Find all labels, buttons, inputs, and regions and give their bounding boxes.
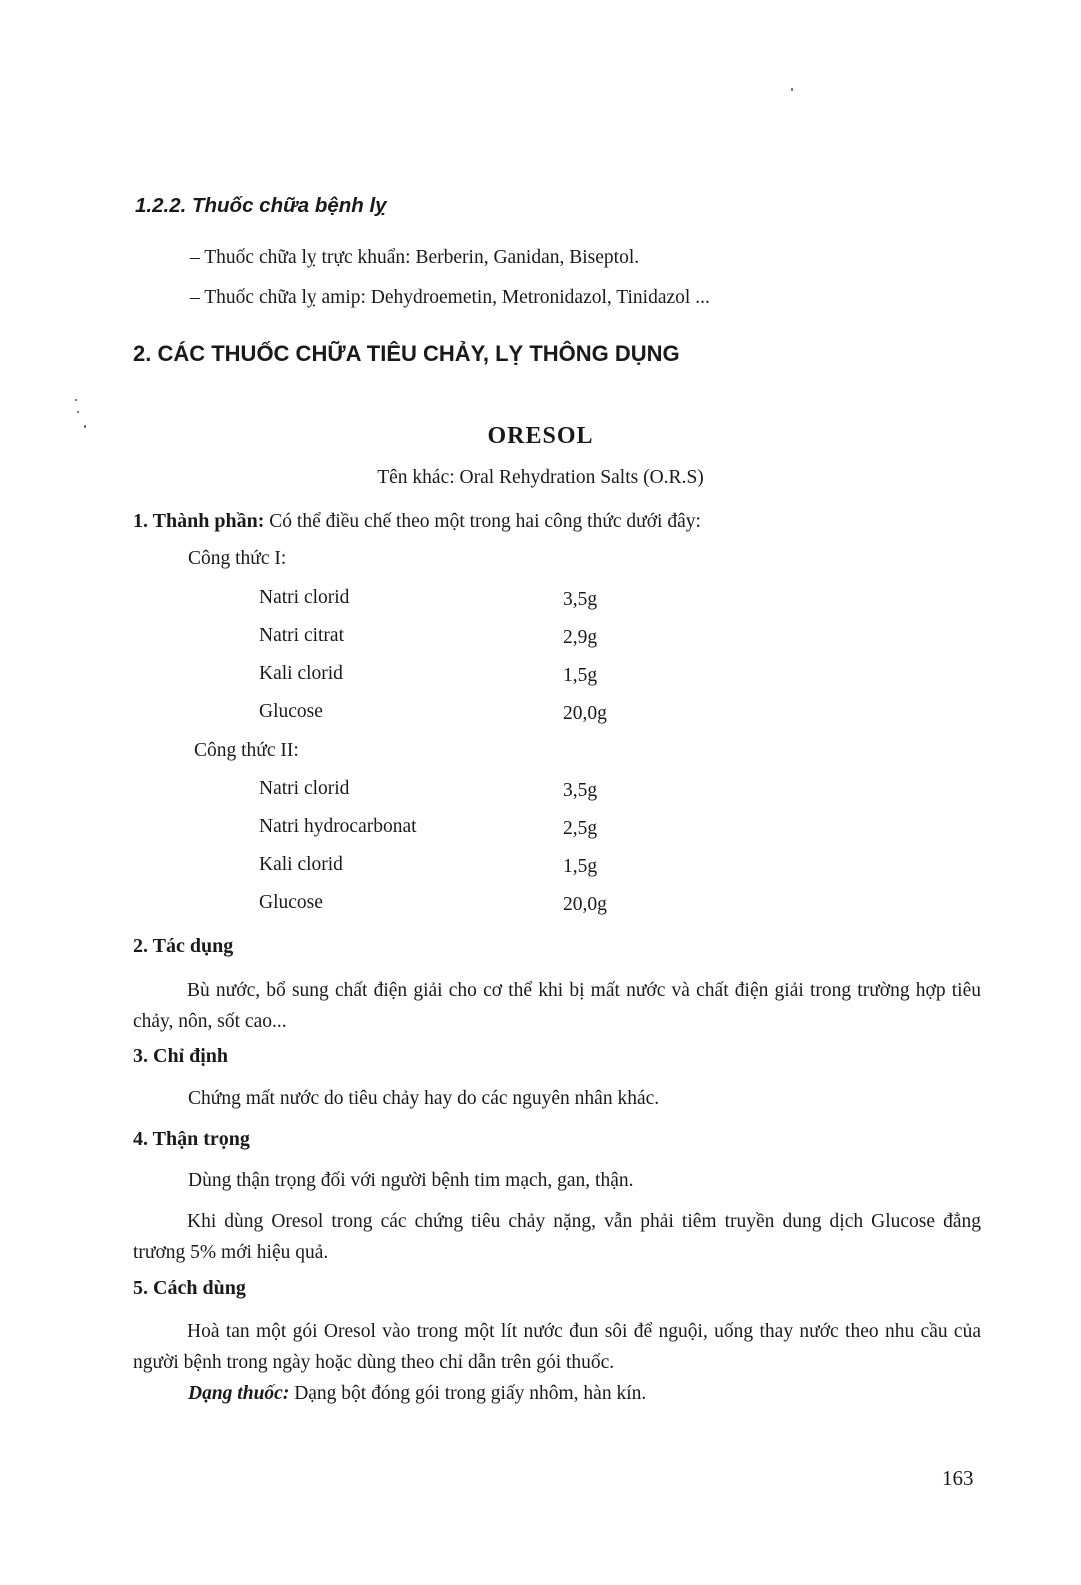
dosage-form-label: Dạng thuốc: (188, 1383, 290, 1404)
ingredient-name: Natri hydrocarbonat (259, 816, 417, 837)
indication-heading: 3. Chỉ định (133, 1045, 229, 1067)
dosage-form-text: Dạng bột đóng gói trong giấy nhôm, hàn kín. (289, 1383, 647, 1404)
section-title: 2. CÁC THUỐC CHỮA TIÊU CHẢY, LỴ THÔNG DỤNG (133, 341, 680, 366)
ingredient-name: Natri citrat (259, 625, 344, 646)
ingredient-amount: 2,5g (563, 818, 598, 839)
formula-label: Công thức II: (194, 740, 299, 761)
indication-text: Chứng mất nước do tiêu chảy hay do các nguyên nhân khác. (188, 1088, 660, 1109)
composition-intro: Có thể điều chế theo một trong hai công thức dưới đây: (264, 511, 701, 532)
ingredient-name: Kali clorid (259, 854, 343, 875)
scan-speck (791, 88, 793, 91)
ingredient-amount: 2,9g (563, 627, 598, 648)
composition-line (133, 510, 701, 533)
ingredient-amount: 1,5g (563, 665, 598, 686)
list-item: – Thuốc chữa lỵ amip: Dehydroemetin, Metronidazol, Tinidazol ... (190, 287, 710, 308)
ingredient-amount: 1,5g (563, 856, 598, 877)
usage-text: Hoà tan một gói Oresol vào trong một lít nước đun sôi để nguội, uống thay nước theo nhu cầu của người bệnh trong ngày hoặc dùng theo chỉ dẫn trên gói thuốc. (133, 1321, 981, 1373)
ingredient-name: Glucose (259, 892, 323, 913)
ingredient-amount: 20,0g (563, 894, 607, 915)
formula-label: Công thức I: (188, 548, 287, 569)
ingredient-amount: 20,0g (563, 703, 607, 724)
caution-text: Dùng thận trọng đối với người bệnh tim mạch, gan, thận. (188, 1170, 634, 1191)
list-item: – Thuốc chữa lỵ trực khuẩn: Berberin, Ganidan, Biseptol. (190, 247, 640, 268)
ingredient-name: Glucose (259, 701, 323, 722)
scan-speck (75, 399, 77, 401)
ingredient-name: Natri clorid (259, 778, 350, 799)
scan-speck (77, 411, 79, 413)
caution-text: Khi dùng Oresol trong các chứng tiêu chảy nặng, vẫn phải tiêm truyền dung dịch Glucose đẳng trương 5% mới hiệu quả. (133, 1211, 981, 1263)
effect-heading: 2. Tác dụng (133, 935, 234, 957)
scan-speck (84, 425, 86, 428)
drug-alt-name: Tên khác: Oral Rehydration Salts (O.R.S) (377, 467, 704, 488)
ingredient-name: Natri clorid (259, 587, 350, 608)
caution-heading: 4. Thận trọng (133, 1128, 250, 1150)
page-number: 163 (942, 1466, 974, 1490)
ingredient-amount: 3,5g (563, 780, 598, 801)
drug-name: ORESOL (487, 423, 594, 449)
effect-text: Bù nước, bổ sung chất điện giải cho cơ thể khi bị mất nước và chất điện giải trong trường hợp tiêu chảy, nôn, sốt cao... (133, 980, 981, 1032)
ingredient-amount: 3,5g (563, 589, 598, 610)
usage-heading: 5. Cách dùng (133, 1277, 246, 1299)
composition-heading: 1. Thành phần: (133, 510, 265, 532)
dosage-form-line (188, 1383, 646, 1405)
ingredient-name: Kali clorid (259, 663, 343, 684)
subsection-title: 1.2.2. Thuốc chữa bệnh lỵ (135, 194, 387, 217)
